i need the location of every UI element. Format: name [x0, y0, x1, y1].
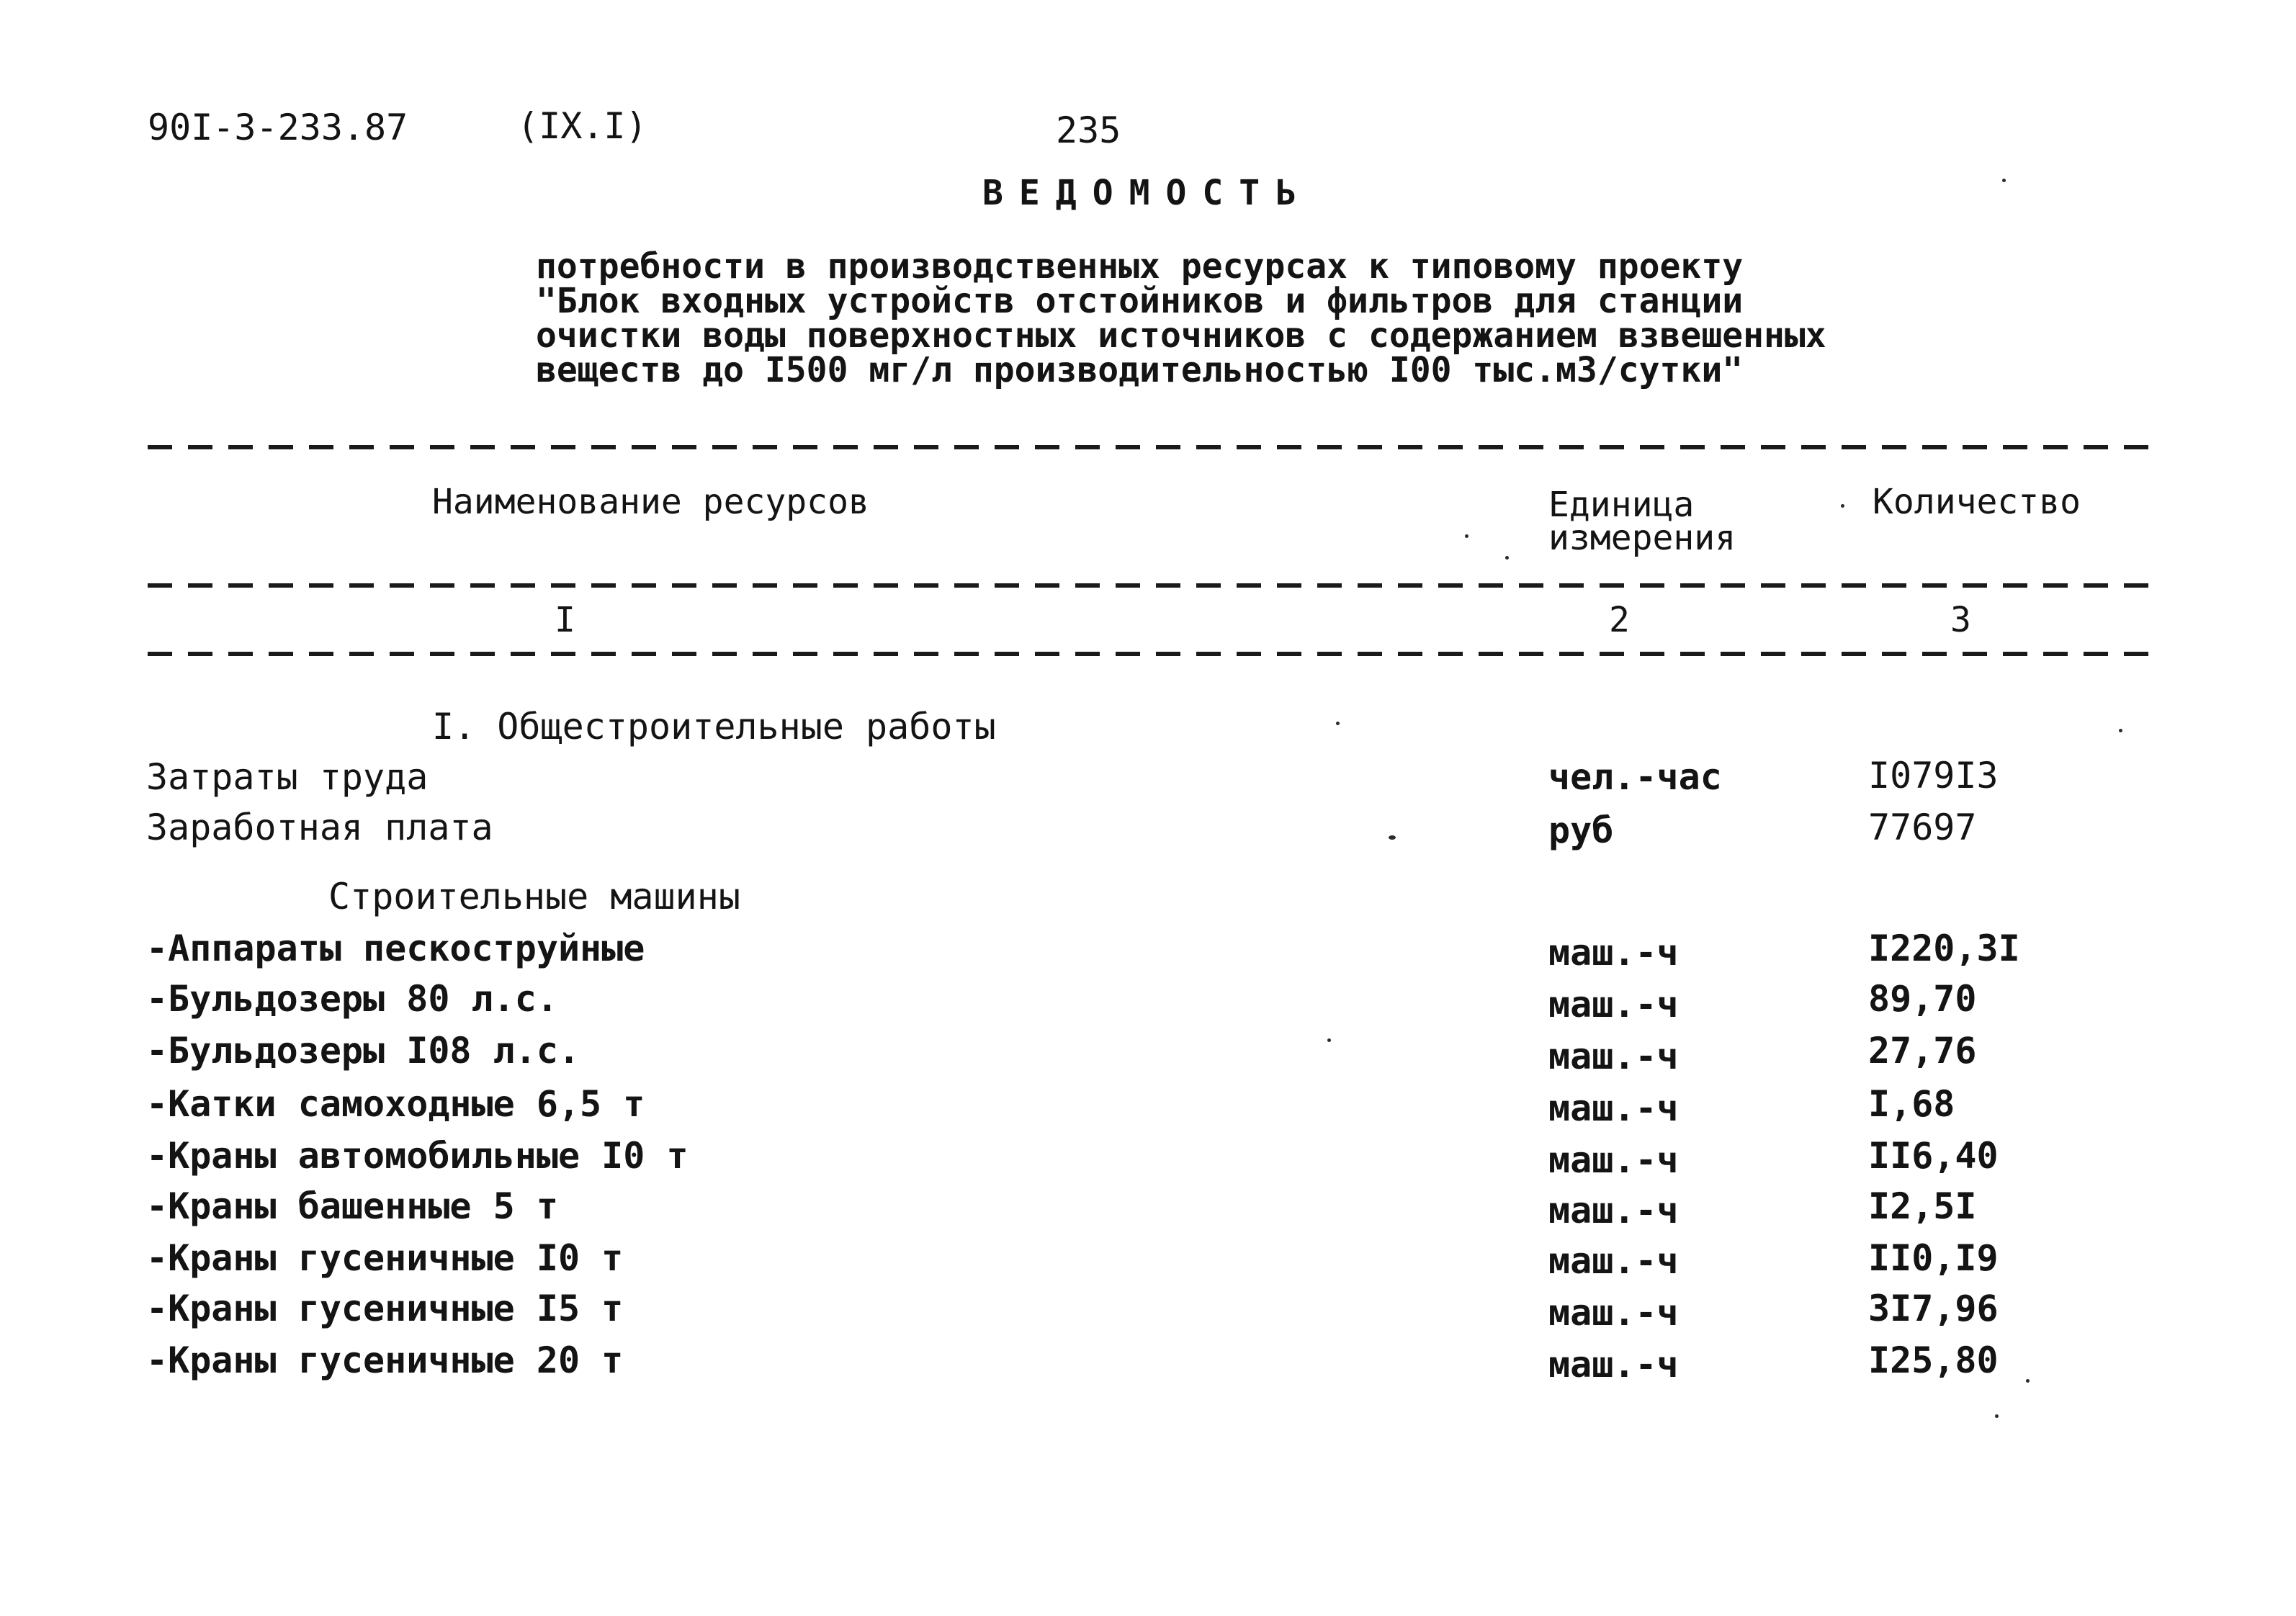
page-number: 235	[1056, 109, 1121, 151]
column-header-quantity: Количество	[1873, 482, 2081, 522]
resource-name: -Краны гусеничные I0 т	[146, 1237, 624, 1279]
resource-name: -Краны гусеничные 20 т	[146, 1339, 624, 1381]
resource-unit: маш.-ч	[1548, 932, 1679, 974]
resource-quantity: I220,3I	[1868, 928, 2020, 969]
column-number-2: 2	[1609, 600, 1630, 640]
resource-name: -Аппараты пескоструйные	[146, 928, 645, 969]
subtitle-line-1: потребности в производственных ресурсах к типовому проекту	[536, 246, 1744, 287]
subtitle-line-2: "Блок входных устройств отстойников и фильтров для станции	[536, 281, 1744, 321]
subtitle-line-4: веществ до I500 мг/л производительностью I00 тыс.м3/сутки"	[536, 350, 1744, 390]
resource-unit: маш.-ч	[1548, 1292, 1679, 1334]
column-header-name: Наименование ресурсов	[432, 482, 869, 522]
resource-quantity: 27,76	[1868, 1030, 1977, 1072]
resource-name: -Краны башенные 5 т	[146, 1185, 558, 1227]
scan-speck	[1995, 1414, 1999, 1418]
column-number-1: I	[555, 600, 575, 640]
scan-speck	[1336, 722, 1340, 725]
resource-quantity: 3I7,96	[1868, 1288, 1999, 1329]
scan-speck	[1465, 534, 1468, 538]
document-code: 90I-3-233.87	[148, 107, 408, 148]
scan-speck	[1327, 1038, 1331, 1042]
resource-unit: маш.-ч	[1548, 1139, 1679, 1181]
resource-unit: руб	[1548, 809, 1614, 851]
resource-name: -Краны автомобильные I0 т	[146, 1135, 689, 1177]
resource-quantity: I2,5I	[1868, 1185, 1977, 1227]
resource-unit: маш.-ч	[1548, 1344, 1679, 1386]
scan-speck	[1389, 835, 1396, 840]
section-code: (IX.I)	[517, 105, 647, 147]
resource-quantity: I25,80	[1868, 1339, 1999, 1381]
resource-unit: маш.-ч	[1548, 1240, 1679, 1282]
scan-speck	[2026, 1379, 2030, 1383]
resource-unit: маш.-ч	[1548, 1036, 1679, 1077]
column-number-3: 3	[1950, 600, 1971, 640]
resource-unit: маш.-ч	[1548, 984, 1679, 1025]
scan-speck	[2002, 179, 2006, 182]
scan-speck	[1841, 504, 1844, 508]
resource-name: -Краны гусеничные I5 т	[146, 1288, 624, 1329]
resource-name: -Бульдозеры I08 л.с.	[146, 1030, 580, 1072]
resource-unit: маш.-ч	[1548, 1087, 1679, 1129]
resource-name: -Катки самоходные 6,5 т	[146, 1083, 645, 1125]
resource-quantity: I,68	[1868, 1083, 1955, 1125]
resource-quantity: II6,40	[1868, 1135, 1999, 1177]
resource-quantity: 77697	[1868, 807, 1977, 848]
document-title: ВЕДОМОСТЬ	[982, 173, 1313, 213]
resource-name: Затраты труда	[146, 756, 429, 798]
section-heading: I. Общестроительные работы	[432, 706, 996, 748]
resource-quantity: II0,I9	[1868, 1237, 1999, 1279]
resource-unit: чел.-час	[1548, 756, 1722, 798]
resource-quantity: I079I3	[1868, 755, 1999, 796]
column-header-unit-line1: Единица	[1548, 485, 1695, 525]
resource-name: -Бульдозеры 80 л.с.	[146, 978, 558, 1020]
resource-unit: маш.-ч	[1548, 1190, 1679, 1231]
subsection-heading: Строительные машины	[328, 876, 740, 917]
scan-speck	[2119, 729, 2122, 732]
scan-speck	[1505, 556, 1509, 560]
rule-top	[148, 445, 2157, 449]
resource-quantity: 89,70	[1868, 978, 1977, 1020]
resource-name: Заработная плата	[146, 807, 493, 848]
column-header-unit-line2: измерения	[1548, 518, 1736, 558]
rule-middle	[148, 583, 2157, 588]
rule-bottom	[148, 652, 2157, 656]
subtitle-line-3: очистки воды поверхностных источников с содержанием взвешенных	[536, 315, 1826, 356]
